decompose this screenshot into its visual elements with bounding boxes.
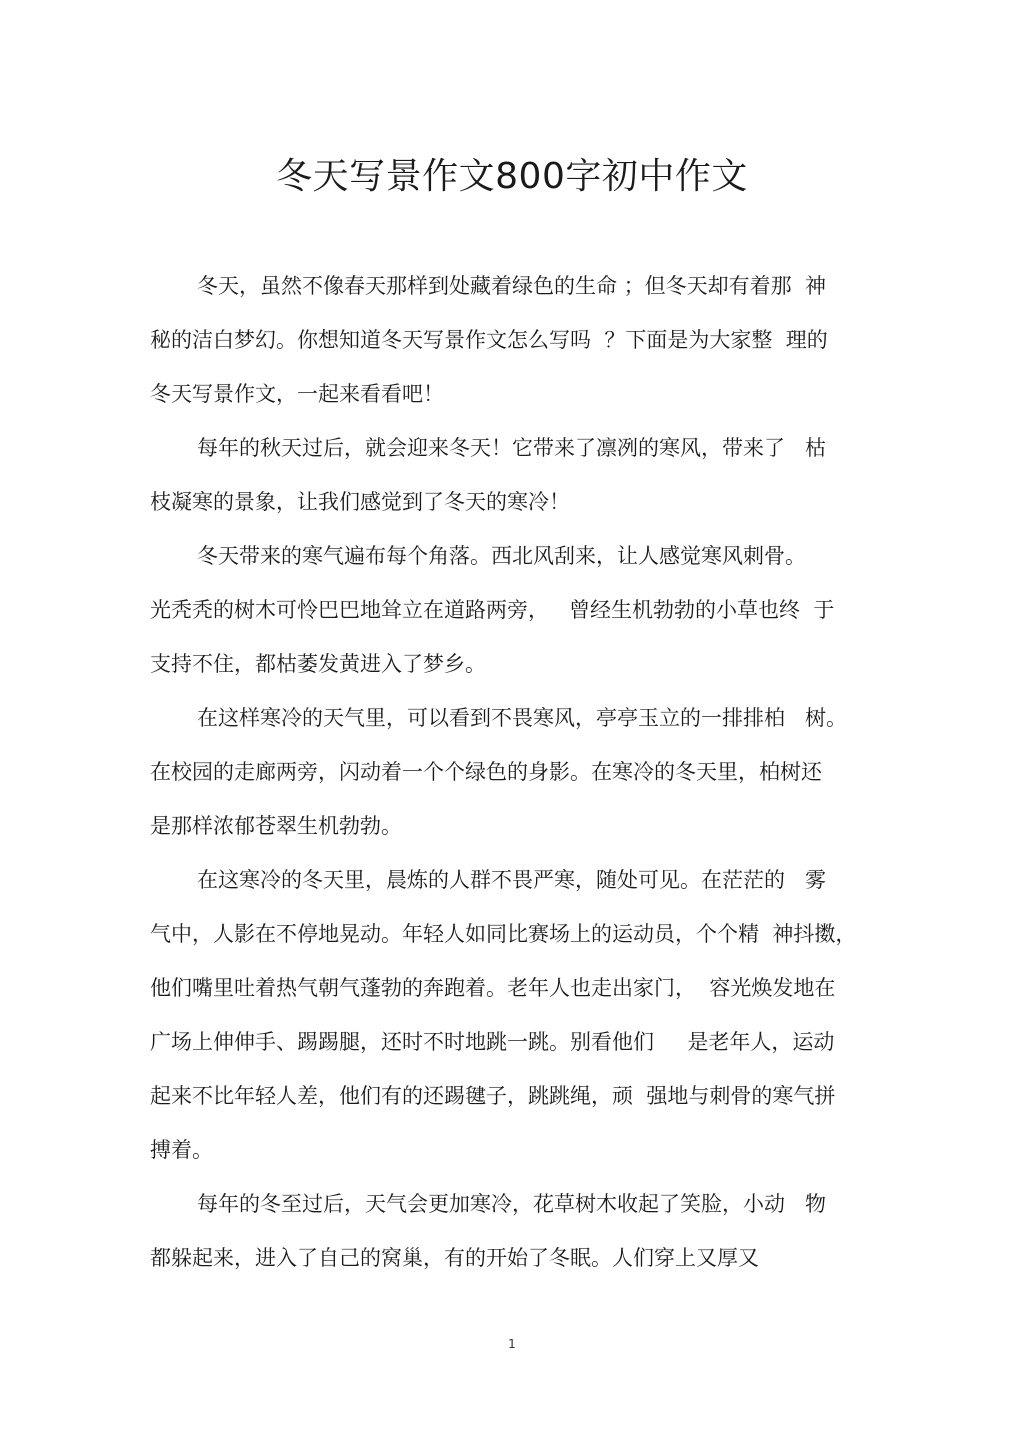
text-line: 气中，人影在不停地晃动。年轻人如同比赛场上的运动员，个个精 神抖擞， [150, 922, 857, 946]
text-line: 冬天，虽然不像春天那样到处藏着绿色的生命 ；但冬天却有着那 神 [197, 274, 827, 298]
text-line: 光秃秃的树木可怜巴巴地耸立在道路两旁， 曾经生机勃勃的小草也终 于 [150, 598, 835, 622]
document-title: 冬天写景作文800字初中作文 [276, 156, 748, 197]
text-line: 支持不住，都枯萎发黄进入了梦乡。 [150, 652, 486, 676]
text-line: 枝凝寒的景象，让我们感觉到了冬天的寒冷！ [150, 490, 570, 514]
text-line: 搏着。 [150, 1138, 213, 1162]
text-line: 在这样寒冷的天气里，可以看到不畏寒风，亭亭玉立的一排排柏 树。 [197, 706, 848, 730]
text-line: 都躲起来，进入了自己的窝巢，有的开始了冬眠。人们穿上又厚又 [150, 1246, 759, 1270]
page-number: 1 [508, 1337, 516, 1351]
text-line: 每年的冬至过后，天气会更加寒冷，花草树木收起了笑脸，小动 物 [197, 1192, 827, 1216]
text-line: 是那样浓郁苍翠生机勃勃。 [150, 814, 402, 838]
text-line: 秘的洁白梦幻。你想知道冬天写景作文怎么写吗 ？下面是为大家整 理的 [150, 328, 828, 352]
text-line: 在校园的走廊两旁，闪动着一个个绿色的身影。在寒冷的冬天里，柏树还 [150, 760, 822, 784]
text-line: 起来不比年轻人差，他们有的还踢毽子，跳跳绳，顽 强地与刺骨的寒气拼 [150, 1084, 836, 1108]
text-line: 每年的秋天过后，就会迎来冬天！它带来了凛冽的寒风，带来了 枯 [197, 436, 827, 460]
text-line: 冬天带来的寒气遍布每个角落。西北风刮来，让人感觉寒风刺骨。 [197, 544, 806, 568]
text-line: 广场上伸伸手、踢踢腿，还时不时地跳一跳。别看他们 是老年人，运动 [150, 1030, 835, 1054]
text-line: 他们嘴里吐着热气朝气蓬勃的奔跑着。老年人也走出家门， 容光焕发地在 [150, 976, 836, 1000]
text-line: 在这寒冷的冬天里，晨炼的人群不畏严寒，随处可见。在茫茫的 雾 [197, 868, 827, 892]
document-body [150, 268, 870, 1294]
text-line: 冬天写景作文，一起来看看吧！ [150, 382, 444, 406]
